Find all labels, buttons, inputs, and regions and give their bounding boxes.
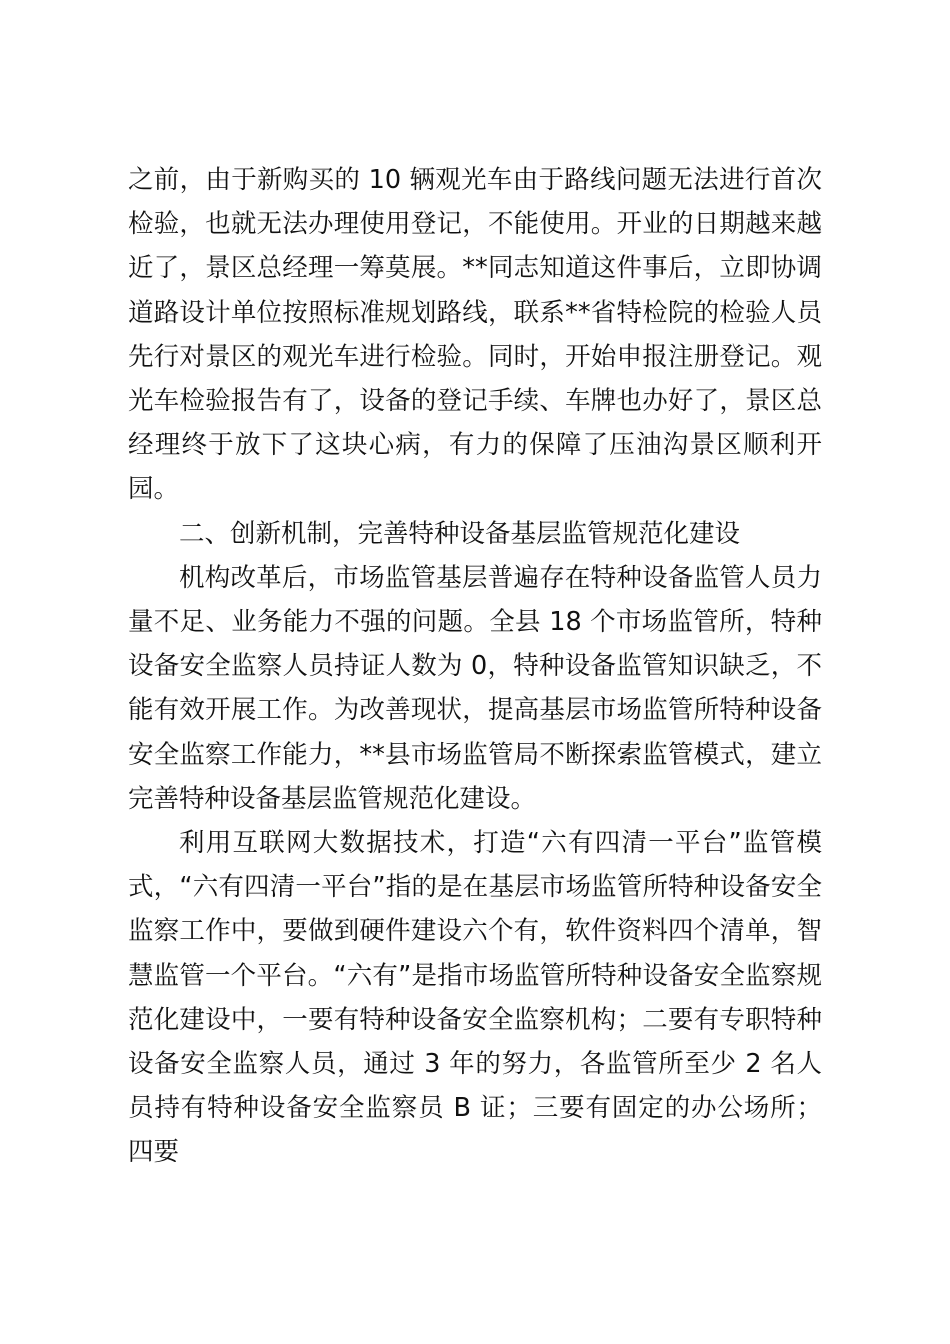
paragraph-continuation: 之前，由于新购买的 10 辆观光车由于路线问题无法进行首次检验，也就无法办理使用登记，不能使用。开业的日期越来越近了，景区总经理一筹莫展。**同志知道这件事后，立即协调道路设计单位按照标准规划路线，联系**省特检院的检验人员先行对景区的观光车进行检验。同时，开始申报注册登记。观光车检验报告有了，设备的登记手续、车牌也办好了，景区总经理终于放下了这块心病，有力的保障了压油沟景区顺利开园。 xyxy=(128,165,822,505)
document-body xyxy=(128,158,822,1175)
paragraph-body: 利用互联网大数据技术，打造“六有四清一平台”监管模式，“六有四清一平台”指的是在基层市场监管所特种设备安全监察工作中，要做到硬件建设六个有，软件资料四个清单，智慧监管一个平台。“六有”是指市场监管所特种设备安全监察规范化建设中，一要有特种设备安全监察机构；二要有专职特种设备安全监察人员，通过 3 年的努力，各监管所至少 2 名人员持有特种设备安全监察员 B 证；三要有固定的办公场所；四要 xyxy=(128,828,822,1168)
paragraph-body: 机构改革后，市场监管基层普遍存在特种设备监管人员力量不足、业务能力不强的问题。全县 18 个市场监管所，特种设备安全监察人员持证人数为 0，特种设备监管知识缺乏，不能有效开展工作。为改善现状，提高基层市场监管所特种设备安全监察工作能力，**县市场监管局不断探索监管模式，建立完善特种设备基层监管规范化建设。 xyxy=(128,562,822,814)
section-heading: 二、创新机制，完善特种设备基层监管规范化建设 xyxy=(179,518,741,549)
